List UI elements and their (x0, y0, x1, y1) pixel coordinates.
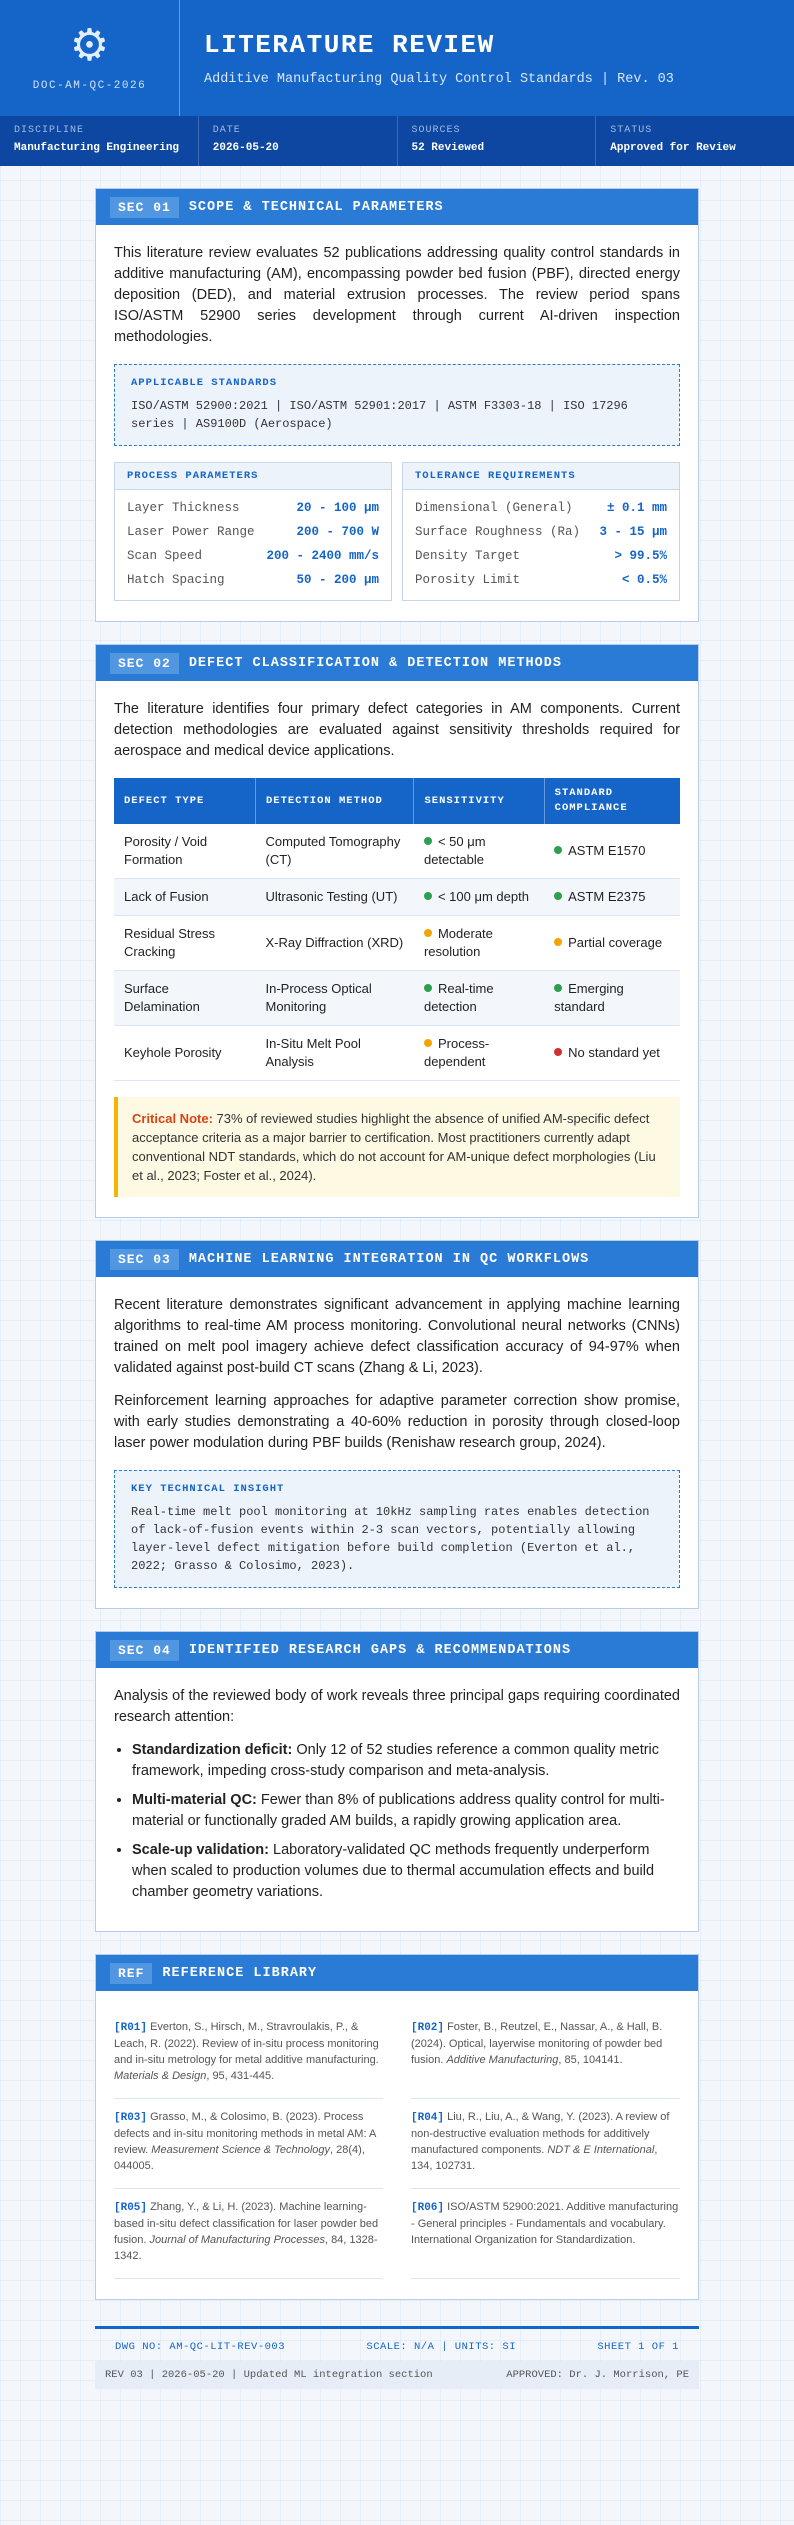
drawing-number: DWG NO: AM-QC-LIT-REV-003 (115, 2341, 286, 2353)
section-title: DEFECT CLASSIFICATION & DETECTION METHODS (188, 655, 562, 671)
reference-details: , 85, 104141. (558, 2054, 623, 2066)
table-row (114, 824, 680, 879)
reference-item (114, 2189, 383, 2279)
reference-journal: NDT & E International (547, 2144, 655, 2156)
reference-id: [R06] (411, 2202, 445, 2214)
status-dot-icon (424, 837, 432, 845)
reference-journal: Journal of Manufacturing Processes (149, 2234, 325, 2246)
detection-method: In-Situ Melt Pool Analysis (256, 1026, 414, 1081)
section-body (96, 1668, 698, 1931)
insight-text: Real-time melt pool monitoring at 10kHz sampling rates enables detection of lack-of-fusion events within 2-3 scan vectors, potentially allowing layer-level defect mitigation before build completion (Everton et al., 2022; Grasso & Colosimo, 2023). (131, 1505, 650, 1573)
status-dot-icon (554, 846, 562, 854)
section-header (96, 1632, 698, 1668)
section-title: MACHINE LEARNING INTEGRATION IN QC WORKFLOWS (188, 1251, 590, 1267)
reference-text: Everton, S., Hirsch, M., Stravroulakis, P., & Leach, R. (2022). Review of in-situ process monitoring and in-situ metrology for metal additive manufacturing. (114, 2021, 379, 2066)
status-dot-icon (554, 892, 562, 900)
sensitivity-text: Real-time detection (423, 981, 494, 1014)
compliance-text: No standard yet (568, 1045, 660, 1060)
defect-type: Keyhole Porosity (114, 1026, 256, 1081)
gap-heading: Multi-material QC: (132, 1792, 257, 1808)
detection-method: Computed Tomography (CT) (256, 824, 414, 879)
section-tag: SEC 02 (110, 653, 179, 674)
table-row (114, 879, 680, 916)
param-name: Layer Thickness (127, 501, 240, 515)
param-row (127, 520, 379, 544)
section-scope (95, 188, 699, 622)
defects-intro: The literature identifies four primary defect categories in AM components. Current detection methodologies are evaluated against sensitivity thresholds required for aerospace and medical device applications. (114, 701, 680, 759)
compliance (544, 916, 680, 971)
detection-method: In-Process Optical Monitoring (256, 971, 414, 1026)
section-header (96, 1241, 698, 1277)
table-row (114, 1026, 680, 1081)
compliance (544, 879, 680, 916)
sheet-number: SHEET 1 OF 1 (597, 2341, 679, 2353)
table-header-row (114, 778, 680, 824)
column-header: STANDARD COMPLIANCE (544, 778, 680, 824)
param-name: Hatch Spacing (127, 573, 225, 587)
gap-heading: Standardization deficit: (132, 1742, 293, 1758)
param-name: Scan Speed (127, 549, 203, 563)
section-header (96, 189, 698, 225)
section-ml (95, 1240, 699, 1609)
meta-value: 52 Reviewed (411, 142, 485, 154)
reference-details: , 134, 102731. (411, 2144, 658, 2172)
meta-bar (0, 116, 794, 166)
sensitivity (414, 916, 544, 971)
param-name: Surface Roughness (Ra) (415, 525, 581, 539)
list-item (132, 1790, 680, 1832)
page-title: LITERATURE REVIEW (204, 30, 495, 60)
standards-text: ISO/ASTM 52900:2021 | ISO/ASTM 52901:2017 | ASTM F3303-18 | ISO 17296 series | AS9100D (Aerospace) (131, 399, 628, 431)
footer (95, 2326, 699, 2389)
reference-journal: Additive Manufacturing (446, 2054, 559, 2066)
insight-box (114, 1470, 680, 1588)
param-row (415, 496, 667, 520)
reference-journal: Materials & Design (114, 2070, 207, 2082)
status-dot-icon (424, 929, 432, 937)
detection-method: Ultrasonic Testing (UT) (256, 879, 414, 916)
gap-text: Fewer than 8% of publications address quality control for multi-material or functionally graded AM builds, a rapidly growing application area. (132, 1792, 665, 1829)
sensitivity (414, 824, 544, 879)
table-row (114, 971, 680, 1026)
reference-text: Foster, B., Reutzel, E., Nassar, A., & Hall, B. (2024). Optical, layerwise monitoring of powder bed fusion. (411, 2021, 663, 2066)
reference-id: [R05] (114, 2202, 148, 2214)
meta-status (596, 116, 794, 166)
reference-grid (114, 2009, 680, 2279)
title-box (180, 0, 698, 116)
compliance-text: Emerging standard (554, 981, 624, 1014)
meta-label: DISCIPLINE (14, 125, 85, 136)
reference-item (411, 2009, 680, 2099)
reference-id: [R04] (411, 2112, 445, 2124)
section-tag: SEC 03 (110, 1249, 179, 1270)
scope-intro: This literature review evaluates 52 publications addressing quality control standards in additive manufacturing (AM), encompassing powder bed fusion (PBF), directed energy deposition (DED), and material extrusion processes. The review period spans ISO/ASTM 52900 series development through current AI-driven inspection methodologies. (114, 245, 680, 345)
sensitivity (414, 1026, 544, 1081)
gaps-intro: Analysis of the reviewed body of work reveals three principal gaps requiring coordinated research attention: (114, 1688, 680, 1725)
reference-details: , 28(4), 044005. (114, 2144, 365, 2172)
param-row (415, 544, 667, 568)
compliance (544, 971, 680, 1026)
reference-text: Liu, R., Liu, A., & Wang, Y. (2023). A review of non-destructive evaluation methods for additively manufactured components. (411, 2111, 670, 2156)
meta-date (199, 116, 398, 166)
param-value: < 0.5% (621, 573, 667, 587)
logo-box (0, 0, 180, 116)
sensitivity (414, 971, 544, 1026)
reference-journal: Measurement Science & Technology (151, 2144, 331, 2156)
status-dot-icon (424, 892, 432, 900)
reference-item (114, 2009, 383, 2099)
param-row (415, 520, 667, 544)
scale-units: SCALE: N/A | UNITS: SI (366, 2341, 517, 2353)
ml-paragraph: Reinforcement learning approaches for adaptive parameter correction show promise, with early studies demonstrating a 40-60% reduction in porosity through closed-loop laser power modulation during PBF builds (Renishaw research group, 2024). (114, 1393, 680, 1451)
revision-info: REV 03 | 2026-05-20 | Updated ML integration section (105, 2369, 433, 2381)
list-item (132, 1740, 680, 1782)
reference-id: [R02] (411, 2022, 445, 2034)
reference-text: ISO/ASTM 52900:2021. Additive manufacturing - General principles - Fundamentals and vocabulary. International Organization for Standardization. (411, 2201, 679, 2246)
status-dot-icon (554, 984, 562, 992)
param-value: 20 - 100 μm (296, 501, 379, 515)
sensitivity-text: Process-dependent (423, 1036, 490, 1069)
param-name: Dimensional (General) (415, 501, 573, 515)
param-row (127, 568, 379, 592)
footer-revision-bar (95, 2361, 699, 2389)
sensitivity-text: < 50 μm detectable (423, 834, 486, 867)
reference-id: [R03] (114, 2112, 148, 2124)
process-parameters-card (114, 462, 392, 601)
defect-type: Porosity / Void Formation (114, 824, 256, 879)
column-header: DETECTION METHOD (256, 778, 414, 824)
tolerance-requirements-card (402, 462, 680, 601)
reference-item (411, 2189, 680, 2279)
reference-item (114, 2099, 383, 2189)
section-references (95, 1954, 699, 2300)
defect-type: Surface Delamination (114, 971, 256, 1026)
section-body (96, 1991, 698, 2299)
defect-type: Residual Stress Cracking (114, 916, 256, 971)
content-container (95, 188, 699, 2300)
standards-label: APPLICABLE STANDARDS (131, 377, 278, 389)
section-gaps (95, 1631, 699, 1932)
list-item (132, 1840, 680, 1903)
param-name: Density Target (415, 549, 521, 563)
compliance (544, 1026, 680, 1081)
note-label: Critical Note: (132, 1111, 213, 1126)
status-dot-icon (424, 1039, 432, 1047)
param-value: 200 - 700 W (296, 525, 379, 539)
status-dot-icon (424, 984, 432, 992)
param-value: 200 - 2400 mm/s (266, 549, 379, 563)
section-tag: REF (110, 1963, 152, 1984)
compliance-text: Partial coverage (568, 935, 663, 950)
meta-label: SOURCES (411, 125, 461, 136)
section-header (96, 645, 698, 681)
sensitivity (414, 879, 544, 916)
reference-details: , 84, 1328-1342. (114, 2234, 378, 2262)
compliance-text: ASTM E1570 (568, 843, 646, 858)
detection-method: X-Ray Diffraction (XRD) (256, 916, 414, 971)
reference-item (411, 2099, 680, 2189)
meta-value: Manufacturing Engineering (14, 142, 180, 154)
sensitivity-text: < 100 μm depth (437, 889, 529, 904)
column-header: SENSITIVITY (414, 778, 544, 824)
doc-code: DOC-AM-QC-2026 (32, 80, 147, 92)
document-header (0, 0, 794, 116)
reference-text: Zhang, Y., & Li, H. (2023). Machine learning-based in-situ defect classification for laser powder bed fusion. (114, 2201, 379, 2246)
column-header: DEFECT TYPE (114, 778, 256, 824)
gear-icon: ⚙ (69, 21, 110, 70)
param-card-title: PROCESS PARAMETERS (115, 463, 391, 490)
param-card-title: TOLERANCE REQUIREMENTS (403, 463, 679, 490)
sensitivity-text: Moderate resolution (423, 926, 493, 959)
section-body (96, 225, 698, 621)
page-subtitle: Additive Manufacturing Quality Control Standards | Rev. 03 (204, 72, 674, 87)
param-row (127, 544, 379, 568)
status-dot-icon (554, 938, 562, 946)
param-value: 3 - 15 μm (599, 525, 667, 539)
gap-text: Laboratory-validated QC methods frequently underperform when scaled to production volumes due to thermal accumulation effects and build chamber geometry variations. (132, 1842, 655, 1900)
defect-type: Lack of Fusion (114, 879, 256, 916)
meta-label: DATE (212, 125, 241, 136)
meta-value: Approved for Review (610, 142, 736, 154)
param-value: > 99.5% (614, 549, 667, 563)
table-row (114, 916, 680, 971)
reference-details: , 95, 431-445. (206, 2070, 275, 2082)
note-text: 73% of reviewed studies highlight the absence of unified AM-specific defect acceptance criteria as a major barrier to certification. Most practitioners currently adapt conventional NDT standards, which do not account for AM-unique defect morphologies (Liu et al., 2023; Foster et al., 2024). (132, 1111, 656, 1183)
section-header (96, 1955, 698, 1991)
param-row (415, 568, 667, 592)
param-row (127, 496, 379, 520)
gap-text: Only 12 of 52 studies reference a common quality metric framework, impeding cross-study comparison and meta-analysis. (132, 1742, 660, 1779)
insight-label: KEY TECHNICAL INSIGHT (131, 1483, 285, 1495)
param-name: Porosity Limit (415, 573, 521, 587)
meta-label: STATUS (610, 125, 653, 136)
meta-value: 2026-05-20 (212, 142, 279, 154)
approval: APPROVED: Dr. J. Morrison, PE (506, 2369, 689, 2381)
reference-id: [R01] (114, 2022, 148, 2034)
section-body (96, 681, 698, 1217)
reference-text: Grasso, M., & Colosimo, B. (2023). Process defects and in-situ monitoring methods in metal AM: A review. (114, 2111, 376, 2156)
param-name: Laser Power Range (127, 525, 255, 539)
critical-note (114, 1097, 680, 1197)
section-tag: SEC 01 (110, 197, 179, 218)
section-defects (95, 644, 699, 1218)
gaps-list (114, 1740, 680, 1903)
status-dot-icon (554, 1048, 562, 1056)
section-title: IDENTIFIED RESEARCH GAPS & RECOMMENDATIONS (188, 1642, 572, 1658)
section-title: SCOPE & TECHNICAL PARAMETERS (188, 199, 444, 215)
compliance-text: ASTM E2375 (568, 889, 646, 904)
meta-discipline (0, 116, 199, 166)
gap-heading: Scale-up validation: (132, 1842, 269, 1858)
footer-title-block (95, 2326, 699, 2361)
param-value: ± 0.1 mm (606, 501, 667, 515)
param-value: 50 - 200 μm (296, 573, 379, 587)
standards-box (114, 364, 680, 446)
meta-sources (398, 116, 597, 166)
ml-paragraph: Recent literature demonstrates significant advancement in applying machine learning algorithms to real-time AM process monitoring. Convolutional neural networks (CNNs) trained on melt pool imagery achieve defect classification accuracy of 94-97% when validated against post-build CT scans (Zhang & Li, 2023). (114, 1297, 680, 1376)
defect-table (114, 778, 680, 1081)
compliance (544, 824, 680, 879)
section-body (96, 1277, 698, 1608)
parameter-cards (114, 462, 680, 601)
section-tag: SEC 04 (110, 1640, 179, 1661)
section-title: REFERENCE LIBRARY (162, 1965, 318, 1981)
